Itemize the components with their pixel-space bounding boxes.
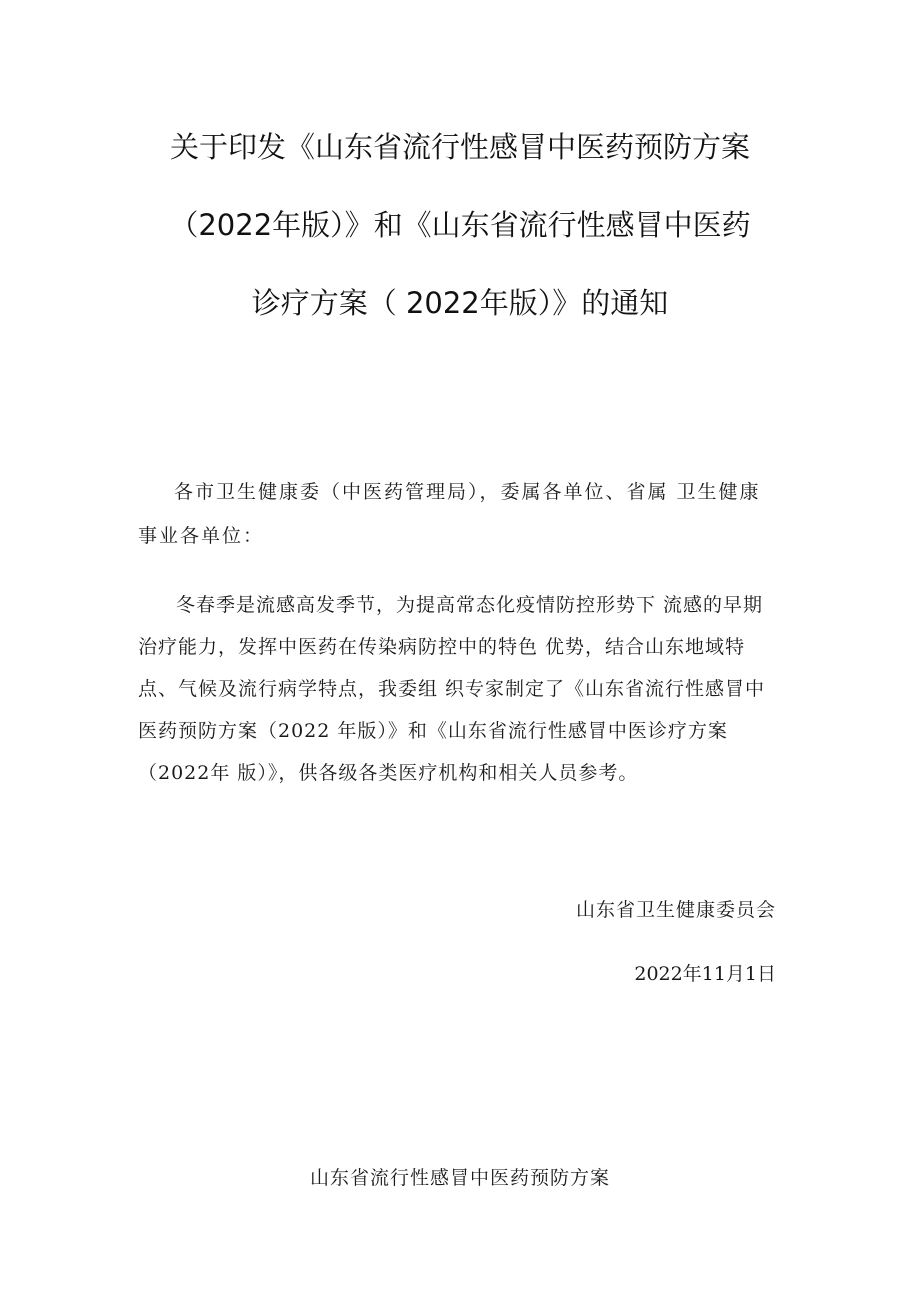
issue-date: 2022年11月1日 (634, 963, 776, 985)
salutation: 各市卫生健康委（中医药管理局），委属各单位、省属 卫生健康事业各单位： (138, 481, 761, 547)
notice-title (80, 128, 840, 362)
body-paragraph: 冬春季是流感高发季节，为提高常态化疫情防控形势下 流感的早期治疗能力，发挥中医药在传染病防控中的特色 优势，结合山东地域特点、气候及流行病学特点，我委组 织专家制定了《山东省流行性感冒中医药预防方案（2022 年版）》和《山东省流行性感冒中医诊疗方案（2022年 版）》，供各级各类医疗机构和相关人员参考。 (138, 594, 766, 784)
next-section-heading: 山东省流行性感冒中医药预防方案 (309, 1167, 610, 1189)
title-line-3: 诊疗方案（ 2022年版）》的通知 (251, 286, 669, 320)
title-line-1: 关于印发《山东省流行性感冒中医药预防方案 (169, 130, 750, 164)
issuer-signature: 山东省卫生健康委员会 (575, 899, 776, 921)
title-line-2: （2022年版）》和《山东省流行性感冒中医药 (169, 208, 751, 242)
